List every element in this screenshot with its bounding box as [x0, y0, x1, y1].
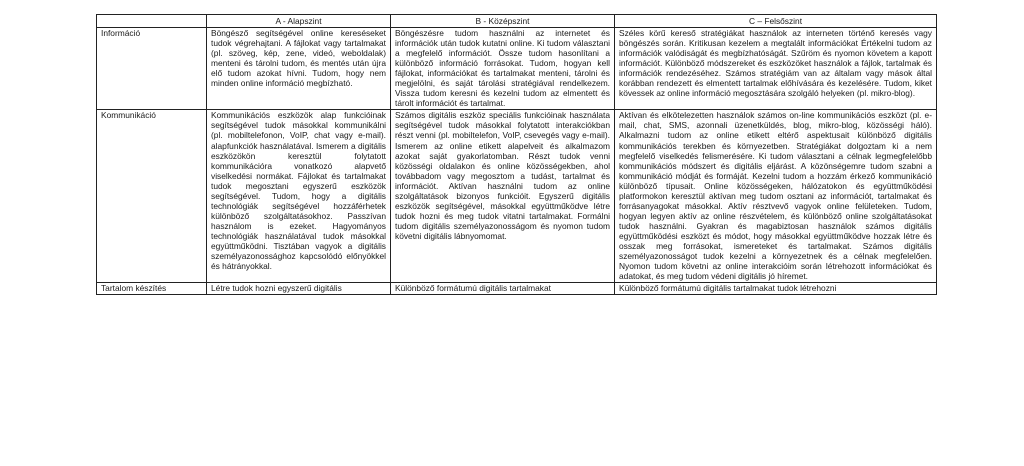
- table-header-row: [97, 15, 937, 28]
- content-creation-level-b: Különböző formátumú digitális tartalmakat: [391, 283, 615, 295]
- row-label-information: Információ: [97, 28, 207, 110]
- header-blank: [97, 15, 207, 28]
- information-level-c: Széles körű kereső stratégiákat használok az interneten történő keresés vagy böngészés során. Kritikusan kezelem a megtalált információkat Értékelni tudom az információk valódiságát és megbízhatóságát. Szűröm és nyomon követem a kapott információt. Különböző módszereket és eszközöket használok a fájlok, tartalmak és információk rendezéséhez. Számos stratégiám van az általam vagy mások által korábban rendezett és elmentett tartalmak előhívására és kezelésére. Tudom, kiket kövessek az online információ megosztására szolgáló helyeken (pl. mikro-blog).: [615, 28, 937, 110]
- table-row-information: [97, 28, 937, 110]
- table-row-content-creation: [97, 283, 937, 295]
- row-label-communication: Kommunikáció: [97, 110, 207, 283]
- header-level-a: A - Alapszint: [207, 15, 391, 28]
- header-level-b: B - Középszint: [391, 15, 615, 28]
- header-level-c: C – Felsőszint: [615, 15, 937, 28]
- competency-document: [96, 14, 936, 295]
- content-creation-level-c: Különböző formátumú digitális tartalmakat tudok létrehozni: [615, 283, 937, 295]
- competency-table: [96, 14, 937, 295]
- row-label-content-creation: Tartalom készítés: [97, 283, 207, 295]
- content-creation-level-a: Létre tudok hozni egyszerű digitális: [207, 283, 391, 295]
- table-row-communication: [97, 110, 937, 283]
- communication-level-a: Kommunikációs eszközök alap funkcióinak segítségével tudok másokkal kommunikálni (pl. mobiltelefonon, VoIP, chat vagy e-mail). alapfunkciók használatával. Ismerem a digitális eszközökön keresztül folytatott kommunikációra vonatkozó alapvető viselkedési normákat. Fájlokat és tartalmakat tudok megosztani egyszerű eszközök segítségével. Tudom, hogy a digitális technológiák segítségével hozzáférhetek különböző szolgáltatásokhoz. Passzívan használom is ezeket. Hagyományos technológiák használatával tudok másokkal együttműködni. Tisztában vagyok a digitális személyazonossághoz kapcsolódó előnyökkel és hátrányokkal.: [207, 110, 391, 283]
- information-level-a: Böngésző segítségével online kereséseket tudok végrehajtani. A fájlokat vagy tartalmakat (pl. szöveg, kép, zene, videó, weboldalak) menteni és tárolni tudom, és mentés után újra elő tudom azokat hívni. Tudom, hogy nem minden online információ megbízható.: [207, 28, 391, 110]
- communication-level-c: Aktívan és elkötelezetten használok számos on-line kommunikációs eszközt (pl. e-mail, chat, SMS, azonnali üzenetküldés, blog, mikro-blog, közösségi háló). Alkalmazni tudom az online etikett eltérő aspektusait különböző digitális kommunikációs terekben és környezetben. Stratégiákat dolgoztam ki a nem megfelelő viselkedés felismerésére. Ki tudom választani a célnak legmegfelelőbb kommunikációs módszert és digitális eljárást. A közönségemre tudom szabni a kommunikáció módját és formáját. Kezelni tudom a hozzám érkező kommunikáció különböző típusait. Online közösségeken, hálózatokon és együttműködési platformokon keresztül aktívan meg tudom osztani az információt, tartalmakat és forrásanyagokat másokkal. Aktív résztvevő vagyok online felületeken. Tudom, hogyan legyen aktív az online részvételem, és különböző online szolgáltatásokat tudok használni. Gyakran és magabiztosan használok számos digitális együttműködési eszközt és módot, hogy másokkal együttműködve hozzak létre és osszak meg forrásokat, ismereteket és tartalmakat. Számos digitális személyazonosságot tudok kezelni a környezetnek és a célnak megfelelően. Nyomon tudom követni az online interakcióim során létrehozott információkat és adatokat, és meg tudom védeni digitális jó híremet.: [615, 110, 937, 283]
- communication-level-b: Számos digitális eszköz speciális funkcióinak használata segítségével tudok másokkal folytatott interakciókban részt venni (pl. mobiltelefon, VoIP, csevegés vagy e-mail). Ismerem az online etikett alapelveit és alkalmazom azokat saját gyakorlatomban. Részt tudok venni közösségi oldalakon és online közösségekben, ahol továbbadom vagy megosztom a tudást, tartalmat és információt. Aktívan használni tudom az online szolgáltatások bizonyos funkcióit. Egyszerű digitális eszközök segítségével, másokkal együttműködve létre tudok hozni és meg tudok vitatni tartalmakat. Formálni tudom digitális személyazonosságom és nyomon tudom követni digitális lábnyomomat.: [391, 110, 615, 283]
- information-level-b: Böngészésre tudom használni az internetet és információk után tudok kutatni online. Ki tudom választani a megfelelő információt. Össze tudom hasonlítani a különböző információ forrásokat. Tudom, hogyan kell fájlokat, információkat és tartalmakat menteni, tárolni és megjelölni, és saját tárolási stratégiával rendelkezem. Vissza tudom keresni és kezelni tudom az elmentett és tárolt információt és tartalmat.: [391, 28, 615, 110]
